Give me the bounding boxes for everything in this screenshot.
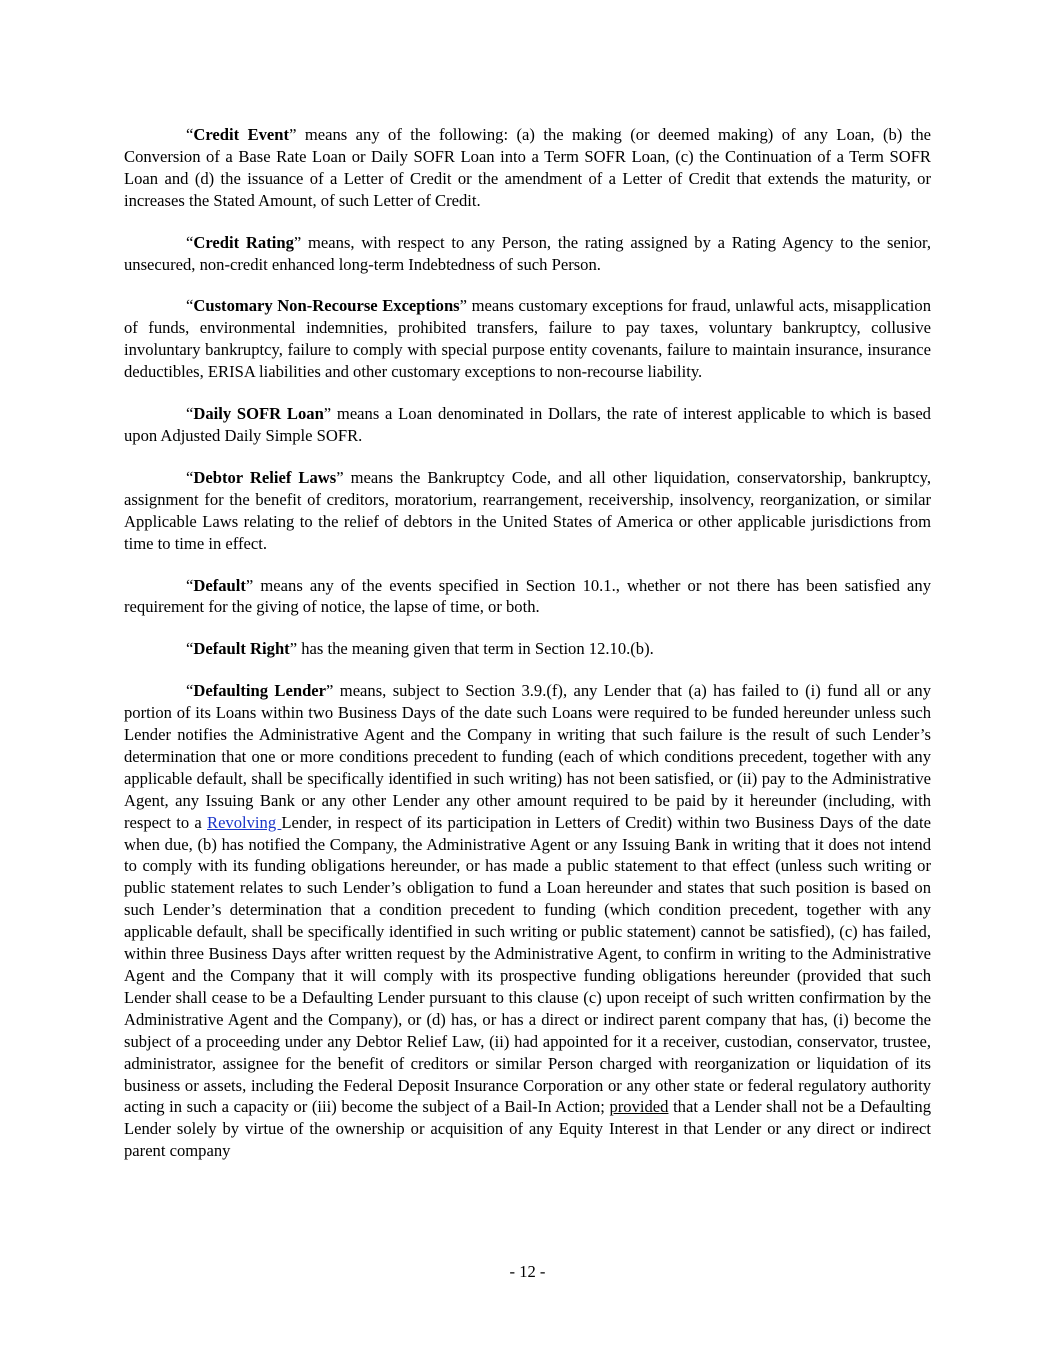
- definition-text: means, with respect to any Person, the rating assigned by a Rating Agency to the senior, unsecured, non-credit enhanced long-term Indebtedness of such Person.: [124, 232, 931, 274]
- provided-underline: provided: [609, 1097, 669, 1117]
- definition-paragraph: “Debtor Relief Laws” means the Bankruptcy Code, and all other liquidation, conservatorship, bankruptcy, assignment for the benefit of creditors, moratorium, rearrangement, receivership, insolvency, reorganization, or similar Applicable Laws relating to the relief of debtors in the United States of America or other applicable jurisdictions from time to time in effect.: [124, 467, 931, 553]
- definition-paragraph: “Credit Rating” means, with respect to any Person, the rating assigned by a Rating Agency to the senior, unsecured, non-credit enhanced long-term Indebtedness of such Person.: [124, 232, 931, 274]
- definition-paragraph: “Daily SOFR Loan” means a Loan denominated in Dollars, the rate of interest applicable to which is based upon Adjusted Daily Simple SOFR.: [124, 404, 931, 445]
- defined-term: Credit Event: [193, 125, 290, 144]
- definition-paragraph: “Credit Event” means any of the following: (a) the making (or deemed making) of any Loan, (b) the Conversion of a Base Rate Loan or Daily SOFR Loan into a Term SOFR Loan, (c) the Continuation of a Term SOFR Loan and (d) the issuance of a Letter of Credit or the amendment of a Letter of Credit that extends the maturity, or increases the Stated Amount, of such Letter of Credit.: [124, 125, 931, 210]
- defined-term: Credit Rating: [193, 232, 294, 252]
- definition-paragraph: “Default Right” has the meaning given that term in Section 12.10.(b).: [186, 639, 654, 659]
- definition-paragraph: “Customary Non-Recourse Exceptions” means customary exceptions for fraud, unlawful acts, misapplication of funds, environmental indemnities, prohibited transfers, failure to pay taxes, voluntary bankruptcy, collusive involuntary bankruptcy, failure to comply with special purpose entity covenants, failure to maintain insurance, insurance deductibles, ERISA liabilities and other customary exceptions to non-recourse liability.: [124, 296, 931, 382]
- definition-text: means any of the events specified in Section 10.1., whether or not there has been satisfied any requirement for the giving of notice, the lapse of time, or both.: [124, 575, 931, 617]
- defined-term: Default: [193, 575, 246, 595]
- definition-text: means a Loan denominated in Dollars, the rate of interest applicable to which is based upon Adjusted Daily Simple SOFR.: [124, 404, 931, 445]
- revolving-link[interactable]: Revolving: [207, 812, 282, 832]
- defined-term: Default Right: [193, 639, 290, 659]
- page-number: - 12 -: [509, 1262, 546, 1281]
- definition-text: means customary exceptions for fraud, unlawful acts, misapplication of funds, environmental indemnities, prohibited transfers, failure to pay taxes, voluntary bankruptcy, collusive involuntary bankruptcy, failure to comply with special purpose entity covenants, failure to maintain insurance, insurance deductibles, ERISA liabilities and other customary exceptions to non-recourse liability.: [124, 296, 931, 382]
- definition-text: means the Bankruptcy Code, and all other liquidation, conservatorship, bankruptcy, assignment for the benefit of creditors, moratorium, rearrangement, receivership, insolvency, reorganization, or similar Applicable Laws relating to the relief of debtors in the United States of America or other applicable jurisdictions from time to time in effect.: [124, 467, 931, 553]
- definition-text: that a Lender shall not be a Defaulting Lender solely by virtue of the ownership or acquisition of any Equity Interest in that Lender or any direct or indirect parent company: [124, 1097, 931, 1161]
- definition-text: means any of the following: (a) the making (or deemed making) of any Loan, (b) the Conversion of a Base Rate Loan or Daily SOFR Loan into a Term SOFR Loan, (c) the Continuation of a Term SOFR Loan and (d) the issuance of a Letter of Credit or the amendment of a Letter of Credit that extends the maturity, or increases the Stated Amount, of such Letter of Credit.: [124, 125, 931, 210]
- document-page: [124, 124, 931, 1182]
- definition-text: Lender, in respect of its participation in Letters of Credit) within two Business Days of the date when due, (b) has notified the Company, the Administrative Agent or any Issuing Bank in writing that it does not intend to comply with its funding obligations hereunder, or has made a public statement to that effect (unless such writing or public statement relates to such Lender’s obligation to fund a Loan hereunder and states that such position is based on such Lender’s determination that a condition precedent to funding (which condition precedent, together with any applicable default, shall be specifically identified in such writing or public statement) cannot be satisfied), (c) has failed, within three Business Days after written request by the Administrative Agent, to confirm in writing to the Administrative Agent and the Company that it will comply with its prospective funding obligations hereunder (provided that such Lender shall cease to be a Defaulting Lender pursuant to this clause (c) upon receipt of such written confirmation by the Administrative Agent and the Company), or (d) has, or has a direct or indirect parent company that has, (i) become the subject of a proceeding under any Debtor Relief Law, (ii) had appointed for it a receiver, custodian, conservator, trustee, administrator, assignee for the benefit of creditors or similar Person charged with reorganization or liquidation of its business or assets, including the Federal Deposit Insurance Corporation or any other state or federal regulatory authority acting in such a capacity or (iii) become the subject of a Bail-In Action;: [124, 812, 931, 1117]
- defined-term: Daily SOFR Loan: [193, 404, 324, 424]
- definition-text: has the meaning given that term in Section 12.10.(b).: [297, 639, 654, 659]
- defined-term: Debtor Relief Laws: [193, 467, 337, 487]
- definition-paragraph: “Default” means any of the events specified in Section 10.1., whether or not there has been satisfied any requirement for the giving of notice, the lapse of time, or both.: [124, 575, 931, 617]
- defined-term: Customary Non-Recourse Exceptions: [193, 296, 460, 316]
- definition-text: means, subject to Section 3.9.(f), any Lender that (a) has failed to (i) fund all or any portion of its Loans within two Business Days of the date such Loans were required to be funded hereunder unless such Lender notifies the Administrative Agent and the Company in writing that such failure is the result of such Lender’s determination that one or more conditions precedent to funding (each of which conditions precedent, together with any applicable default, shall be specifically identified in such writing) has not been satisfied, or (ii) pay to the Administrative Agent, any Issuing Bank or any other Lender any other amount required to be paid by it hereunder (including, with respect to a: [124, 681, 931, 832]
- defined-term: Defaulting Lender: [193, 681, 327, 701]
- definition-paragraph-defaulting-lender: “Defaulting Lender” means, subject to Section 3.9.(f), any Lender that (a) has failed to (i) fund all or any portion of its Loans within two Business Days of the date such Loans were required to be funded hereunder unless such Lender notifies the Administrative Agent and the Company in writing that such failure is the result of such Lender’s determination that one or more conditions precedent to funding (each of which conditions precedent, together with any applicable default, shall be specifically identified in such writing) has not been satisfied, or (ii) pay to the Administrative Agent, any Issuing Bank or any other Lender any other amount required to be paid by it hereunder (including, with respect to a Revolving Lender, in respect of its participation in Letters of Credit) within two Business Days of the date when due, (b) has notified the Company, the Administrative Agent or any Issuing Bank in writing that it does not intend to comply with its funding obligations hereunder, or has made a public statement to that effect (unless such writing or public statement relates to such Lender’s obligation to fund a Loan hereunder and states that such position is based on such Lender’s determination that a condition precedent to funding (which condition precedent, together with any applicable default, shall be specifically identified in such writing or public statement) cannot be satisfied), (c) has failed, within three Business Days after written request by the Administrative Agent, to confirm in writing to the Administrative Agent and the Company that it will comply with its prospective funding obligations hereunder (provided that such Lender shall cease to be a Defaulting Lender pursuant to this clause (c) upon receipt of such written confirmation by the Administrative Agent and the Company), or (d) has, or has a direct or indirect parent company that has, (i) become the subject of a proceeding under any Debtor Relief Law, (ii) had appointed for it a receiver, custodian, conservator, trustee, administrator, assignee for the benefit of creditors or similar Person charged with reorganization or liquidation of its business or assets, including the Federal Deposit Insurance Corporation or any other state or federal regulatory authority acting in such a capacity or (iii) become the subject of a Bail-In Action; provided that a Lender shall not be a Defaulting Lender solely by virtue of the ownership or acquisition of any Equity Interest in that Lender or any direct or indirect parent company: [124, 681, 931, 1161]
